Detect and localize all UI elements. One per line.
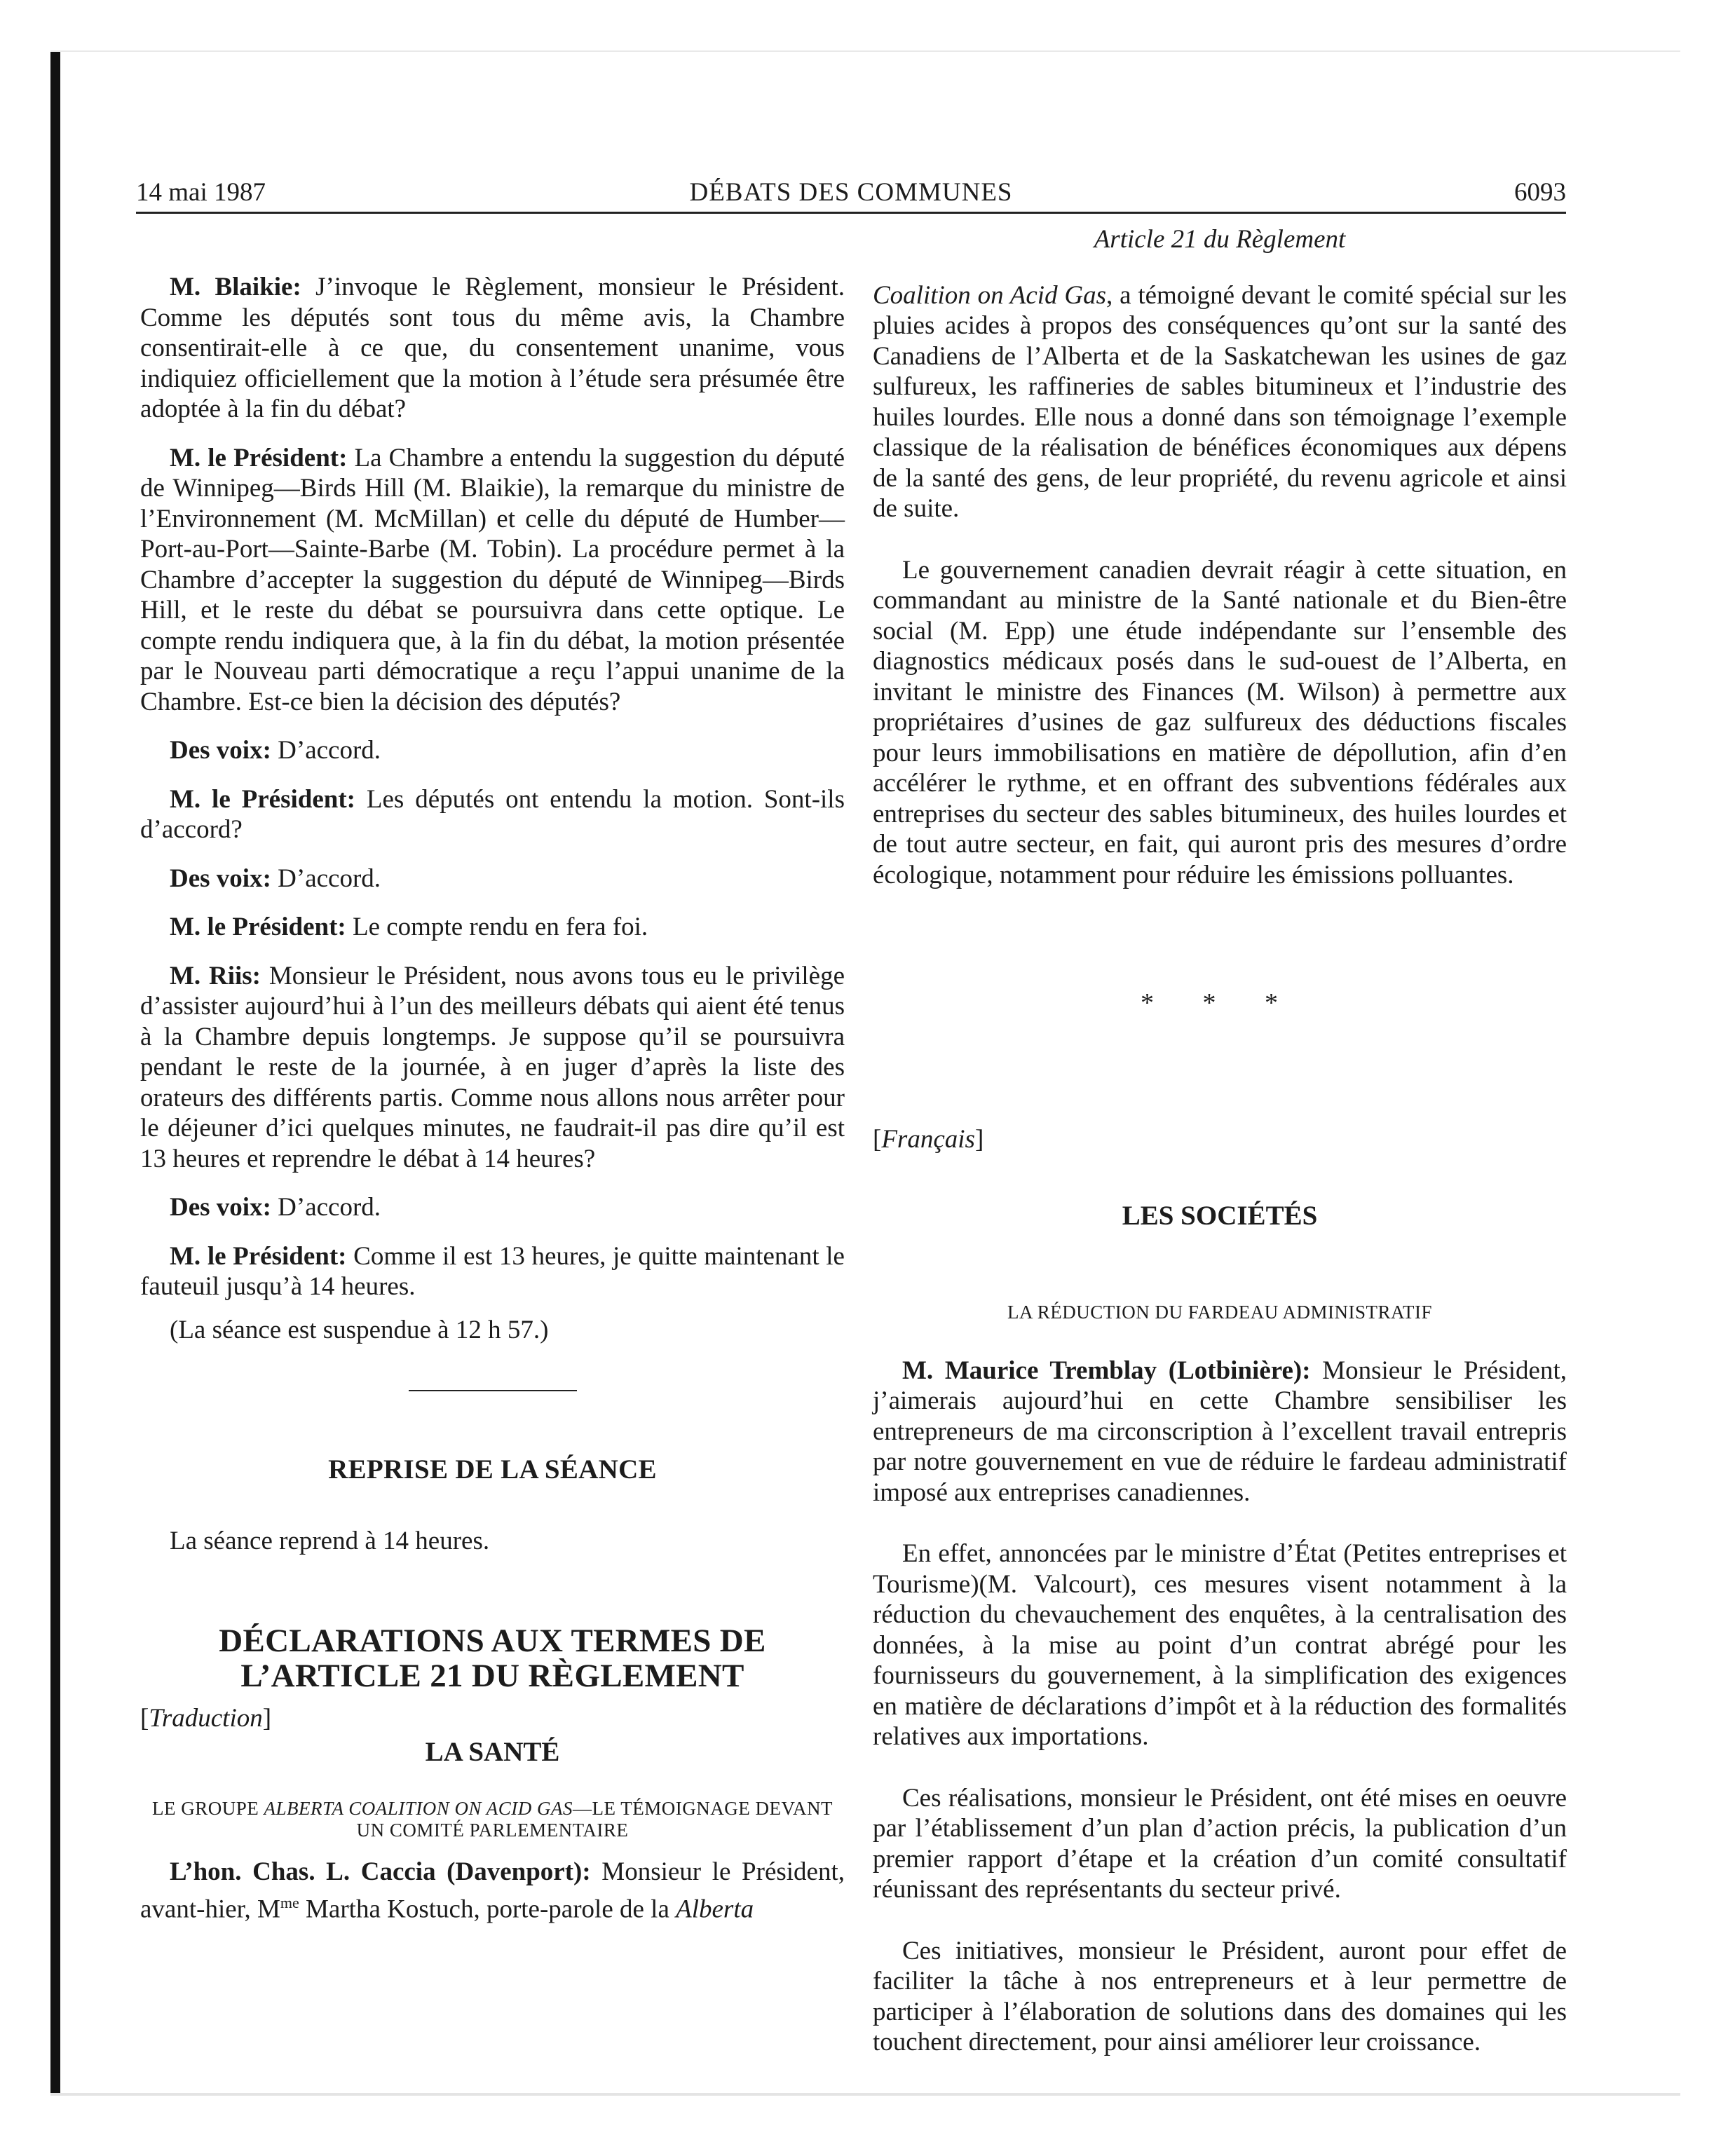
speech-blaikie [140, 272, 845, 425]
speaker-name: Des voix: [170, 1193, 271, 1222]
language-tag-francais: [Français] [873, 1124, 984, 1154]
section-divider [409, 1390, 577, 1391]
speaker-name: M. Blaikie: [170, 273, 301, 301]
speech-president-3 [140, 912, 845, 943]
reprise-note: La séance reprend à 14 heures. [170, 1526, 490, 1555]
section-separator-stars: * * * [1141, 988, 1299, 1018]
speaker-name: M. le Président: [170, 913, 346, 941]
header-page-number: 6093 [1514, 178, 1566, 207]
speech-president-1 [140, 443, 845, 718]
speaker-name: M. Riis: [170, 961, 261, 990]
session-suspended-note: (La séance est suspendue à 12 h 57.) [170, 1315, 549, 1344]
section-heading-reprise: REPRISE DE LA SÉANCE [328, 1454, 657, 1485]
speech-voices-3 [140, 1192, 845, 1223]
main-heading [140, 1623, 845, 1693]
main-heading-line-1: DÉCLARATIONS AUX TERMES DE [219, 1623, 766, 1659]
speech-voices-1 [140, 735, 845, 766]
speaker-name: L’hon. Chas. L. Caccia (Davenport): [170, 1857, 591, 1886]
speech-tremblay [873, 1356, 1567, 1508]
header-date: 14 mai 1987 [136, 178, 266, 207]
speech-president-4 [140, 1241, 845, 1302]
speech-caccia-continued: Coalition on Acid Gas, a témoigné devant le comité spécial sur les pluies acides à propos des conséquences qu’ont sur la santé des Canadiens de l’Alberta et de la Saskatchewan les usines de gaz sulfureux, les raffineries de sables bitumineux et l’industrie des huiles lourdes. Elle nous a donné dans son témoignage l’exemple classique de la réalisation de bénéfices économiques aux dépens de la santé des gens, de leur propriété, du revenu agricole et ainsi de suite. [873, 280, 1567, 523]
speech-caccia-recommendation: Le gouvernement canadien devrait réagir à cette situation, en commandant au ministre de la Santé nationale et du Bien-être social (M. Epp) une étude indépendante sur l’ensemble des diagnostics médicaux posés dans le sud-ouest de l’Alberta, en invitant le ministre des Finances (M. Wilson) à permettre aux propriétaires d’usines de gaz sulfureux des déductions fiscales pour leurs immobilisations en matière de dépollution, afin d’en accélérer le rythme, et en offrant des subventions fédérales aux entreprises du secteur des sables bitumineux, des huiles lourdes et de tout autre secteur, en fait, qui auront pris des mesures d’ordre écologique, notamment pour réduire les émissions polluantes. [873, 555, 1567, 889]
speech-text: Monsieur le Président, nous avons tous eu le privilège d’assister aujourd’hui à l’un des meilleurs débats qui aient été tenus à la Chambre depuis longtemps. Je suppose qu’il se poursuivra pendant le reste de la journée, à en juger d’après la liste des orateurs des différents partis. Comme nous allons nous arrêter pour le déjeuner d’ici quelques minutes, ne faudrait-il pas dire qu’il est 13 heures et reprendre le débat à 14 heures? [140, 961, 845, 1173]
topic-heading-acid-gas: LE GROUPE ALBERTA COALITION ON ACID GAS—LE TÉMOIGNAGE DEVANT UN COMITÉ PARLEMENTAIRE [152, 1798, 833, 1841]
subheading-societes: LES SOCIÉTÉS [1122, 1201, 1318, 1231]
speech-voices-2 [140, 864, 845, 894]
subheading-sante: LA SANTÉ [425, 1736, 560, 1767]
running-head: Article 21 du Règlement [1094, 225, 1346, 254]
language-tag-traduction: [Traduction] [140, 1704, 272, 1733]
speech-president-2 [140, 784, 845, 845]
main-heading-line-2: L’ARTICLE 21 DU RÈGLEMENT [240, 1658, 744, 1694]
scan-edge-bottom [50, 2093, 1680, 2096]
right-column [873, 224, 1567, 2058]
speech-text: Le compte rendu en fera foi. [346, 913, 648, 941]
topic-heading-fardeau: LA RÉDUCTION DU FARDEAU ADMINISTRATIF [1007, 1301, 1432, 1323]
speech-text: Comme il est 13 heures, je quitte maintenant le fauteuil jusqu’à 14 heures. [140, 1241, 845, 1301]
speech-text: D’accord. [271, 864, 381, 893]
scan-edge-left [50, 50, 60, 2096]
speech-text: D’accord. [271, 736, 381, 765]
scan-edge-top [50, 50, 1680, 52]
speaker-name: M. le Président: [170, 1241, 347, 1271]
speech-text: D’accord. [271, 1193, 381, 1222]
speaker-name: M. le Président: [170, 784, 355, 814]
speech-text: La Chambre a entendu la suggestion du député de Winnipeg—Birds Hill (M. Blaikie), la remarque du ministre de l’Environnement (M. McMillan) et celle du député de Humber—Port-au-Port—Sainte-Barbe (M. Tobin). La procédure permet à la Chambre d’accepter la suggestion du député de Winnipeg—Birds Hill, et le reste du débat se poursuivra dans cette optique. Le compte rendu indiquera que, à la fin du débat, la motion présentée par le Nouveau parti démocratique a reçu l’appui unanime de la Chambre. Est-ce bien la décision des députés? [140, 443, 845, 716]
speech-caccia: L’hon. Chas. L. Caccia (Davenport): Monsieur le Président, avant-hier, $M^{me}$ Martha Kostuch, porte-parole de la Alberta [140, 1857, 845, 1923]
left-column [140, 224, 845, 1924]
speech-text: Monsieur le Président, j’aimerais aujourd’hui en cette Chambre sensibiliser les entrepreneurs de ma circonscription à l’excellent travail entrepris par notre gouvernement en vue de réduire le fardeau administratif imposé aux entreprises canadiennes. [873, 1356, 1567, 1507]
speech-tremblay-initiatives: Ces initiatives, monsieur le Président, auront pour effet de faciliter la tâche à nos entrepreneurs et à leur permettre de participer à l’élaboration de solutions dans des domaines qui les touchent directement, pour ainsi améliorer leur croissance. [873, 1936, 1567, 2056]
speech-riis [140, 961, 845, 1175]
speech-tremblay-achievements: Ces réalisations, monsieur le Président, ont été mises en oeuvre par l’établissement d’un plan d’action précis, la publication d’un premier rapport d’étape et la création d’un comité consultatif réunissant des représentants du secteur privé. [873, 1783, 1567, 1904]
header-title: DÉBATS DES COMMUNES [689, 178, 1013, 207]
speaker-name: M. Maurice Tremblay (Lotbinière): [902, 1356, 1311, 1385]
speaker-name: Des voix: [170, 864, 271, 893]
page-header [136, 177, 1566, 214]
speech-text: J’invoque le Règlement, monsieur le Président. Comme les députés sont tous du même avis, la Chambre consentirait-elle à ce que, du consentement unanime, vous indiquiez officiellement que la motion à l’étude sera présumée être adoptée à la fin du débat? [140, 273, 845, 423]
speech-tremblay-measures: En effet, annoncées par le ministre d’État (Petites entreprises et Tourisme)(M. Valcourt), ces mesures visent notamment à la réduction du chevauchement des enquêtes, à la centralisation des données, à la mise au point d’un contrat abrégé pour les fournisseurs du gouvernement, à la simplification des exigences en matière de déclarations d’impôt et à la réduction des formalités relatives aux importations. [873, 1539, 1567, 1751]
speaker-name: Des voix: [170, 736, 271, 765]
speaker-name: M. le Président: [170, 443, 348, 472]
speech-text: Les députés ont entendu la motion. Sont-ils d’accord? [140, 784, 845, 844]
